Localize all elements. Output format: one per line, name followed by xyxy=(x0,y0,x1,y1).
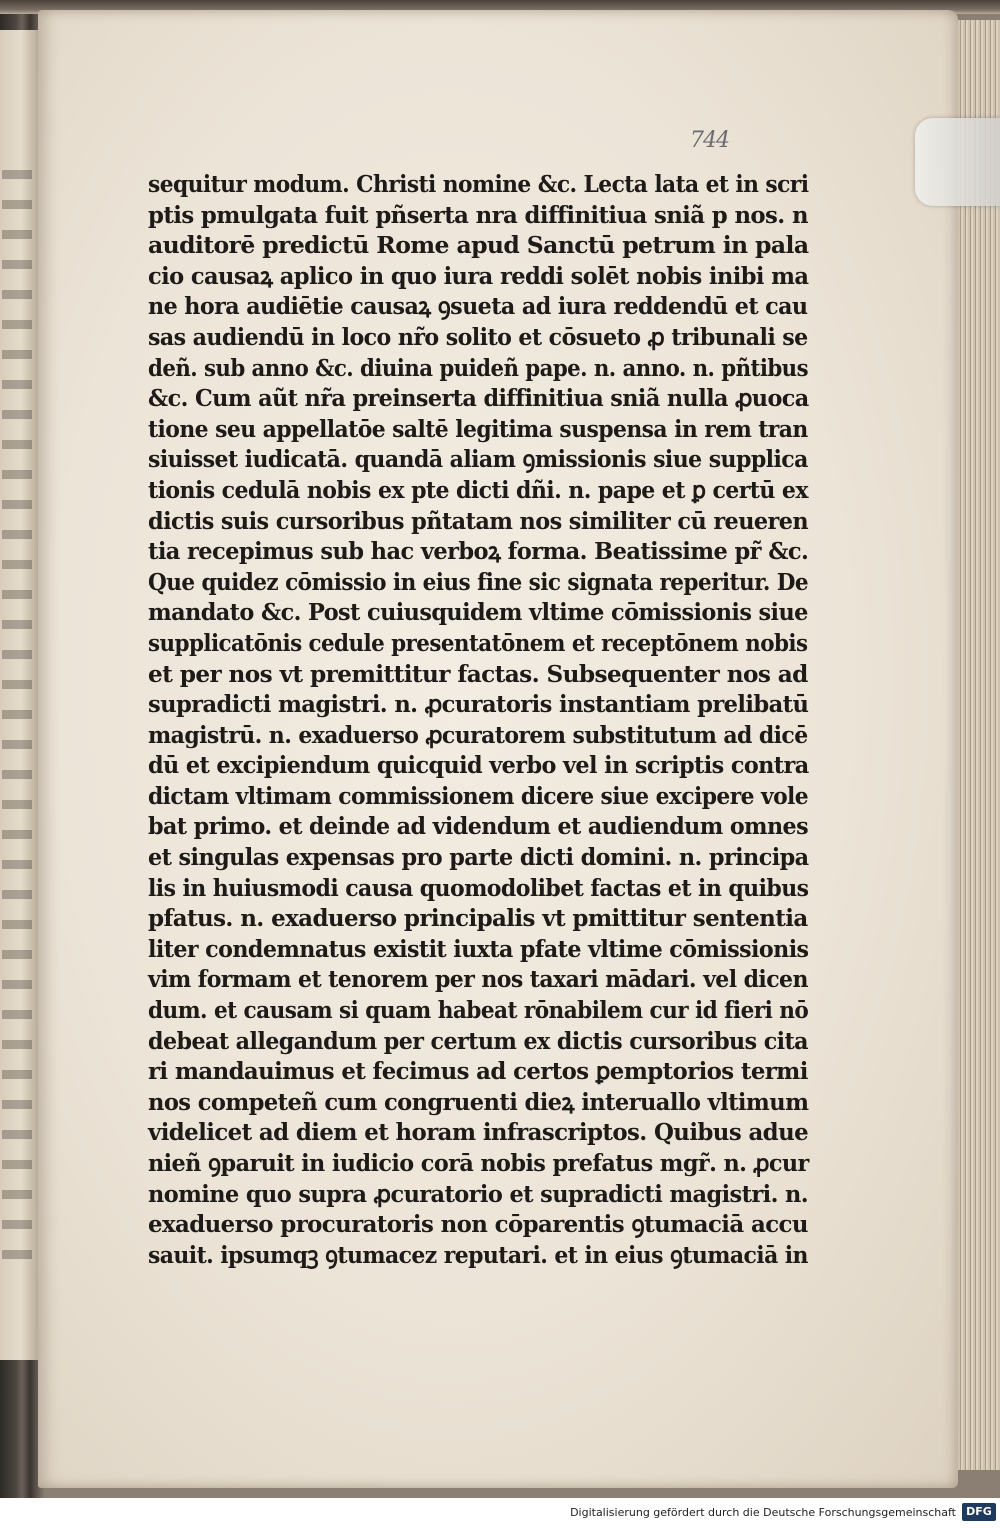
text-line: exaduerso procuratoris non cōparentis ꝯtumaciā accu xyxy=(148,1211,808,1239)
text-line: nieñ ꝯparuit in iudicio corā nobis prefatus mgr̃. n. ꝓcur xyxy=(148,1150,809,1177)
text-line: ptis pmulgata fuit pñserta nra diffinitiua sniã p nos. n xyxy=(148,201,808,229)
text-line: sas audiendū in loco nr̃o solito et cōsueto ꝓ tribunali se xyxy=(148,323,808,351)
dfg-logo: DFG xyxy=(962,1503,996,1521)
text-line: pfatus. n. exaduerso principalis vt pmittitur sententia xyxy=(148,905,808,933)
text-line: dictis suis cursoribus pñtatam nos similiter cū reueren xyxy=(148,507,809,535)
folio-number: 744 xyxy=(690,128,729,153)
text-line: sauit. ipsumqꝫ ꝯtumacez reputari. et in eius ꝯtumaciā in xyxy=(148,1241,808,1269)
text-line: siuisset iudicatā. quandā aliam ꝯmissionis siue supplica xyxy=(148,446,808,474)
text-line: dum. et causam si quam habeat rōnabilem cur id fieri nō xyxy=(148,997,809,1025)
text-line: supradicti magistri. n. ꝓcuratoris instantiam prelibatū xyxy=(148,691,809,719)
text-line: supplicatōnis cedule presentatōnem et receptōnem nobis xyxy=(148,629,808,657)
text-line: liter condemnatus existit iuxta pfate vltime cōmissionis xyxy=(148,935,809,963)
text-line: et singulas expensas pro parte dicti domini. n. principa xyxy=(148,844,809,872)
text-line: dictam vltimam commissionem dicere siue excipere vole xyxy=(148,782,809,810)
text-line: nomine quo supra ꝓcuratorio et supradicti magistri. n. xyxy=(148,1180,809,1208)
text-line: dū et excipiendum quicquid verbo vel in scriptis contra xyxy=(148,752,809,780)
text-line: bat primo. et deinde ad videndum et audiendum omnes xyxy=(148,813,809,841)
text-line: vim formam et tenorem per nos taxari mādari. vel dicen xyxy=(148,966,808,994)
text-line: nos competeñ cum congruenti dieꝝ interuallo vltimum xyxy=(148,1088,809,1116)
text-line: &c. Cum aũt nr̃a preinserta diffinitiua sniã nulla ꝓuoca xyxy=(148,385,809,413)
text-line: tione seu appellatōe saltē legitima suspensa in rem tran xyxy=(148,415,808,443)
footer-credit: Digitalisierung gefördert durch die Deutsche Forschungsgemeinschaft xyxy=(570,1506,956,1519)
text-line: tionis cedulā nobis ex pte dicti dñi. n. pape et ꝑ certū ex xyxy=(148,476,808,504)
page-clip xyxy=(915,118,1000,206)
text-line: videlicet ad diem et horam infrascriptos. Quibus adue xyxy=(148,1119,809,1147)
text-line: tia recepimus sub hac verboꝝ forma. Beatissime pr̃ &c. xyxy=(148,538,809,566)
printed-text-block xyxy=(148,170,808,1271)
left-page-text-remnant xyxy=(2,170,32,1270)
text-line: deñ. sub anno &c. diuina puideñ pape. n. anno. n. pñtibus xyxy=(148,354,809,382)
text-line: Que quidez cōmissio in eius fine sic signata reperitur. De xyxy=(148,568,809,596)
text-line: magistrū. n. exaduerso ꝓcuratorem substitutum ad dicē xyxy=(148,721,808,749)
text-line: auditorē predictū Rome apud Sanctū petrum in pala xyxy=(148,232,809,260)
text-line: debeat allegandum per certum ex dictis cursoribus cita xyxy=(148,1027,809,1055)
text-line: ne hora audiētie causaꝝ ꝯsueta ad iura reddendū et cau xyxy=(148,293,808,321)
left-page-fragment xyxy=(0,30,38,1360)
book-page xyxy=(38,10,958,1488)
text-line: et per nos vt premittitur factas. Subsequenter nos ad xyxy=(148,660,808,688)
text-line: cio causaꝝ aplico in quo iura reddi solēt nobis inibi ma xyxy=(148,262,809,290)
page-stack-edge xyxy=(958,20,1000,1470)
text-line: lis in huiusmodi causa quomodolibet factas et in quibus xyxy=(148,874,809,902)
footer-bar xyxy=(0,1498,1000,1528)
text-line: mandato &c. Post cuiusquidem vltime cōmissionis siue xyxy=(148,599,808,627)
text-line: sequitur modum. Christi nomine &c. Lecta lata et in scri xyxy=(148,171,809,198)
text-line: ri mandauimus et fecimus ad certos ꝑemptorios termi xyxy=(148,1058,808,1086)
